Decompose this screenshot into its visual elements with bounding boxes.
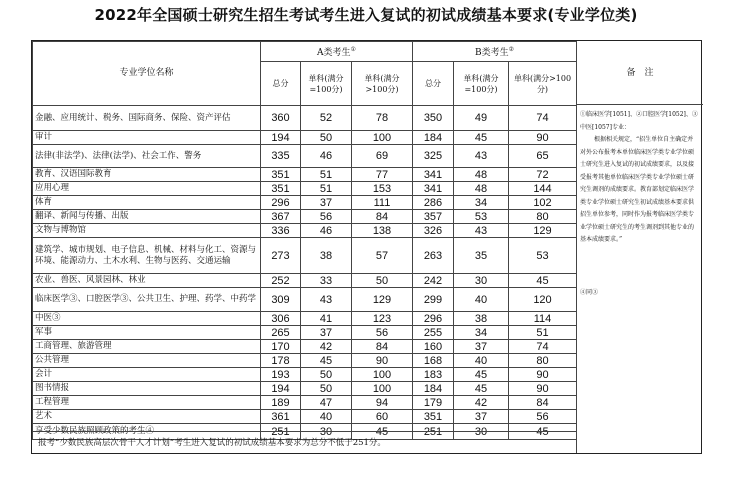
cell-b-gt100: 120 [509, 288, 577, 312]
cell-b-100: 38 [454, 312, 509, 326]
cell-b-total: 351 [413, 410, 454, 424]
cell-b-gt100: 90 [509, 131, 577, 145]
notes-cell [576, 105, 703, 431]
table-row [33, 145, 577, 168]
row-major-name: 翻译、新闻与传播、出版 [33, 210, 261, 224]
row-major-name: 工程管理 [33, 396, 261, 410]
header-b-sup: ② [508, 46, 514, 53]
cell-a-total: 361 [261, 410, 301, 424]
cell-b-100: 37 [454, 340, 509, 354]
cell-b-gt100: 102 [509, 196, 577, 210]
header-a-label: A类考生 [317, 48, 351, 58]
row-major-name: 建筑学、城市规划、电子信息、机械、材料与化工、资源与环境、能源动力、土木水利、生物与医药、交通运输 [33, 238, 261, 274]
cell-a-100: 43 [301, 288, 352, 312]
cell-b-100: 48 [454, 168, 509, 182]
row-major-name: 文物与博物馆 [33, 224, 261, 238]
cell-b-100: 34 [454, 196, 509, 210]
cell-a-total: 351 [261, 168, 301, 182]
header-a-single100: 单科(满分=100分) [301, 62, 352, 106]
header-b-group [413, 42, 577, 62]
cell-b-100: 48 [454, 182, 509, 196]
cell-a-gt100: 94 [352, 396, 413, 410]
cell-a-gt100: 100 [352, 131, 413, 145]
table-body [33, 106, 577, 440]
cell-b-100: 49 [454, 106, 509, 131]
cell-b-gt100: 53 [509, 238, 577, 274]
cell-b-total: 350 [413, 106, 454, 131]
cell-a-gt100: 100 [352, 382, 413, 396]
cell-a-gt100: 78 [352, 106, 413, 131]
score-table [32, 41, 577, 440]
header-b-single-gt100: 单科(满分>100分) [509, 62, 577, 106]
table-row [33, 312, 577, 326]
cell-b-gt100: 74 [509, 106, 577, 131]
header-a-group [261, 42, 413, 62]
table-row [33, 274, 577, 288]
cell-b-gt100: 56 [509, 410, 577, 424]
cell-b-total: 286 [413, 196, 454, 210]
cell-a-total: 273 [261, 238, 301, 274]
cell-b-100: 45 [454, 382, 509, 396]
table-row [33, 238, 577, 274]
cell-b-total: 255 [413, 326, 454, 340]
cell-b-total: 184 [413, 131, 454, 145]
row-major-name: 体育 [33, 196, 261, 210]
row-major-name: 工商管理、旅游管理 [33, 340, 261, 354]
table-row [33, 131, 577, 145]
note-3: ④同③ [580, 288, 599, 296]
cell-b-gt100: 80 [509, 210, 577, 224]
cell-b-total: 299 [413, 288, 454, 312]
cell-a-gt100: 111 [352, 196, 413, 210]
row-major-name: 审计 [33, 131, 261, 145]
cell-b-total: 242 [413, 274, 454, 288]
cell-b-total: 357 [413, 210, 454, 224]
header-a-total: 总分 [261, 62, 301, 106]
cell-b-total: 160 [413, 340, 454, 354]
table-row [33, 410, 577, 424]
cell-a-total: 193 [261, 368, 301, 382]
cell-a-100: 50 [301, 131, 352, 145]
cell-a-gt100: 57 [352, 238, 413, 274]
cell-a-gt100: 45 [352, 424, 413, 440]
row-major-name: 金融、应用统计、税务、国际商务、保险、资产评估 [33, 106, 261, 131]
header-a-sup: ① [350, 46, 356, 53]
cell-a-100: 33 [301, 274, 352, 288]
cell-a-gt100: 138 [352, 224, 413, 238]
cell-a-total: 335 [261, 145, 301, 168]
cell-a-total: 336 [261, 224, 301, 238]
cell-b-100: 30 [454, 274, 509, 288]
cell-a-gt100: 100 [352, 368, 413, 382]
cell-a-total: 265 [261, 326, 301, 340]
cell-b-100: 34 [454, 326, 509, 340]
row-major-name: 享受少数民族照顾政策的考生④ [33, 424, 261, 440]
cell-a-total: 367 [261, 210, 301, 224]
header-b-total: 总分 [413, 62, 454, 106]
cell-a-total: 252 [261, 274, 301, 288]
row-major-name: 农业、兽医、风景园林、林业 [33, 274, 261, 288]
table-row [33, 182, 577, 196]
table-row [33, 354, 577, 368]
page-title: 2022年全国硕士研究生招生考试考生进入复试的初试成绩基本要求(专业学位类) [94, 6, 638, 24]
footer-note: 报考“少数民族高层次骨干人才计划”考生进入复试的初试成绩基本要求为总分不低于251分。 [32, 431, 576, 453]
cell-b-total: 183 [413, 368, 454, 382]
cell-b-gt100: 51 [509, 326, 577, 340]
row-major-name: 应用心理 [33, 182, 261, 196]
table-row [33, 382, 577, 396]
cell-b-100: 42 [454, 396, 509, 410]
cell-a-100: 38 [301, 238, 352, 274]
cell-a-total: 194 [261, 131, 301, 145]
row-major-name: 中医③ [33, 312, 261, 326]
header-major: 专业学位名称 [33, 42, 261, 106]
cell-b-100: 45 [454, 368, 509, 382]
cell-b-total: 341 [413, 182, 454, 196]
cell-a-100: 46 [301, 224, 352, 238]
cell-a-total: 251 [261, 424, 301, 440]
cell-a-100: 40 [301, 410, 352, 424]
row-major-name: 图书情报 [33, 382, 261, 396]
row-major-name: 公共管理 [33, 354, 261, 368]
cell-b-total: 341 [413, 168, 454, 182]
cell-a-total: 170 [261, 340, 301, 354]
cell-b-total: 326 [413, 224, 454, 238]
cell-a-100: 51 [301, 182, 352, 196]
cell-a-total: 296 [261, 196, 301, 210]
cell-a-gt100: 60 [352, 410, 413, 424]
cell-a-gt100: 50 [352, 274, 413, 288]
cell-b-100: 35 [454, 238, 509, 274]
cell-a-100: 37 [301, 326, 352, 340]
row-major-name: 军事 [33, 326, 261, 340]
cell-a-100: 47 [301, 396, 352, 410]
cell-a-100: 45 [301, 354, 352, 368]
table-row [33, 168, 577, 182]
cell-b-100: 43 [454, 224, 509, 238]
row-major-name: 教育、汉语国际教育 [33, 168, 261, 182]
cell-a-100: 30 [301, 424, 352, 440]
header-a-single-gt100: 单科(满分>100分) [352, 62, 413, 106]
cell-b-gt100: 129 [509, 224, 577, 238]
cell-a-gt100: 90 [352, 354, 413, 368]
note-1: ①临床医学[1051]、②口腔医学[1052]、③中医[1057]专业： [580, 111, 698, 131]
cell-b-100: 37 [454, 410, 509, 424]
row-major-name: 会计 [33, 368, 261, 382]
cell-b-100: 43 [454, 145, 509, 168]
cell-a-100: 52 [301, 106, 352, 131]
table-row [33, 396, 577, 410]
note-2: 根据相关规定，“招生单位自主确定并对外公布报考本单位临床医学类专业学位硕士研究生进入复试的初试成绩要求，以及接受报考其他单位临床医学类专业学位硕士研究生调剂的成绩要求。教育部划定临床医学类专业学位硕士研究生初试成绩基本要求供招生单位参考，同时作为报考临床医学类专业学位硕士研究生的考生调剂到其他专业的基本成绩要求。” [580, 136, 695, 243]
table-row [33, 106, 577, 131]
cell-b-gt100: 74 [509, 340, 577, 354]
cell-b-100: 53 [454, 210, 509, 224]
cell-b-total: 251 [413, 424, 454, 440]
table-row [33, 196, 577, 210]
cell-b-total: 296 [413, 312, 454, 326]
row-major-name: 临床医学③、口腔医学③、公共卫生、护理、药学、中药学 [33, 288, 261, 312]
cell-b-gt100: 72 [509, 168, 577, 182]
cell-b-gt100: 65 [509, 145, 577, 168]
cell-b-100: 45 [454, 131, 509, 145]
cell-a-gt100: 56 [352, 326, 413, 340]
cell-b-gt100: 45 [509, 274, 577, 288]
cell-a-100: 56 [301, 210, 352, 224]
cell-b-gt100: 144 [509, 182, 577, 196]
cell-a-gt100: 77 [352, 168, 413, 182]
cell-a-total: 178 [261, 354, 301, 368]
table-row [33, 224, 577, 238]
header-notes: 备 注 [576, 41, 703, 105]
cell-a-gt100: 123 [352, 312, 413, 326]
cell-b-total: 263 [413, 238, 454, 274]
cell-b-gt100: 90 [509, 382, 577, 396]
cell-a-100: 37 [301, 196, 352, 210]
cell-a-total: 309 [261, 288, 301, 312]
cell-a-gt100: 129 [352, 288, 413, 312]
header-b-single100: 单科(满分=100分) [454, 62, 509, 106]
cell-a-gt100: 84 [352, 340, 413, 354]
cell-b-gt100: 45 [509, 424, 577, 440]
cell-a-100: 46 [301, 145, 352, 168]
cell-b-100: 30 [454, 424, 509, 440]
row-major-name: 法律(非法学)、法律(法学)、社会工作、警务 [33, 145, 261, 168]
cell-a-gt100: 69 [352, 145, 413, 168]
table-row [33, 210, 577, 224]
row-major-name: 艺术 [33, 410, 261, 424]
cell-a-100: 50 [301, 368, 352, 382]
cell-a-total: 194 [261, 382, 301, 396]
cell-b-gt100: 80 [509, 354, 577, 368]
cell-a-100: 42 [301, 340, 352, 354]
cell-a-100: 41 [301, 312, 352, 326]
cell-a-total: 306 [261, 312, 301, 326]
cell-a-100: 51 [301, 168, 352, 182]
cell-a-100: 50 [301, 382, 352, 396]
cell-b-gt100: 90 [509, 368, 577, 382]
cell-b-100: 40 [454, 354, 509, 368]
table-row [33, 340, 577, 354]
table-row [33, 368, 577, 382]
score-table-frame [31, 40, 702, 454]
cell-b-gt100: 84 [509, 396, 577, 410]
cell-a-total: 360 [261, 106, 301, 131]
table-row [33, 288, 577, 312]
cell-a-gt100: 153 [352, 182, 413, 196]
cell-b-total: 179 [413, 396, 454, 410]
cell-a-total: 351 [261, 182, 301, 196]
cell-a-gt100: 84 [352, 210, 413, 224]
cell-b-total: 168 [413, 354, 454, 368]
cell-a-total: 189 [261, 396, 301, 410]
cell-b-gt100: 114 [509, 312, 577, 326]
cell-b-100: 40 [454, 288, 509, 312]
table-row [33, 326, 577, 340]
cell-b-total: 184 [413, 382, 454, 396]
cell-b-total: 325 [413, 145, 454, 168]
header-b-label: B类考生 [474, 48, 509, 58]
